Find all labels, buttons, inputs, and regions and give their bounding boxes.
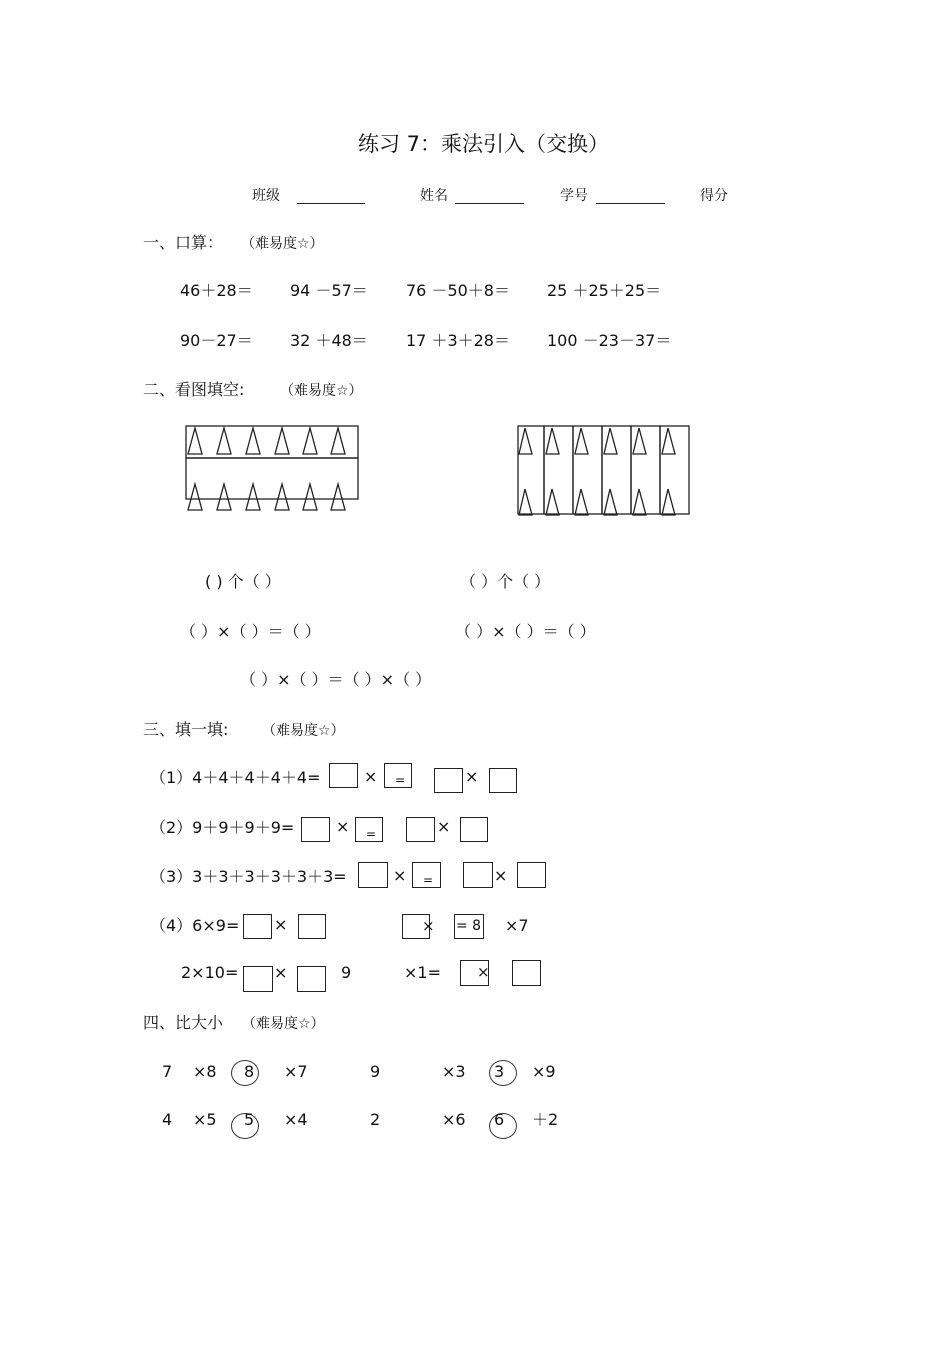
left-fill-1: ( ) 个（ ）	[205, 572, 281, 591]
equals-eight: = 8	[456, 918, 482, 934]
equals-sign: =	[423, 873, 434, 887]
section2-heading: 二、看图填空:	[143, 380, 245, 399]
equals-sign: =	[366, 827, 377, 841]
calc-8: 100 －23－37＝	[547, 331, 672, 350]
fill-box[interactable]	[243, 966, 273, 992]
compare-2-d: ×9	[532, 1062, 556, 1081]
section1-difficulty: （难易度☆）	[241, 236, 324, 252]
times-sign: ×	[274, 963, 288, 982]
calc-5: 90－27＝	[180, 331, 253, 350]
compare-3-c: 5	[244, 1110, 255, 1129]
fill-box[interactable]	[355, 817, 383, 842]
fill-box[interactable]	[454, 914, 484, 939]
times-sign: ×	[477, 963, 490, 981]
calc-4: 25 ＋25＋25＝	[547, 281, 662, 300]
fill-box[interactable]	[298, 914, 326, 939]
compare-2-a: 9	[370, 1062, 381, 1081]
section3-heading: 三、填一填:	[143, 720, 229, 739]
fill-item-3-label: （3）3＋3＋3＋3＋3＋3=	[150, 867, 347, 886]
fill-box[interactable]	[517, 862, 546, 888]
name-blank[interactable]	[455, 203, 524, 204]
section1-heading: 一、口算：	[143, 233, 224, 252]
fill-item-2-label: （2）9＋9＋9＋9=	[150, 818, 295, 837]
compare-1-d: ×7	[284, 1062, 308, 1081]
compare-1-c: 8	[244, 1062, 255, 1081]
times-one: ×1=	[404, 963, 441, 982]
times-sign: ×	[494, 866, 508, 885]
fill-box[interactable]	[329, 763, 358, 788]
calc-7: 17 ＋3＋28＝	[406, 331, 510, 350]
class-blank[interactable]	[297, 203, 365, 204]
nine-value: 9	[341, 963, 352, 982]
fill-box[interactable]	[434, 768, 463, 793]
fill-box[interactable]	[412, 862, 441, 888]
fill-box[interactable]	[384, 763, 412, 788]
compare-2-b: ×3	[442, 1062, 466, 1081]
section4-difficulty: （难易度☆）	[242, 1016, 325, 1032]
fill-box[interactable]	[301, 817, 330, 842]
fill-item-4-label: （4）6×9=	[150, 916, 240, 935]
fill-box[interactable]	[243, 914, 272, 939]
fill-box[interactable]	[460, 817, 488, 842]
times-sign: ×	[336, 817, 350, 836]
number-blank[interactable]	[596, 203, 665, 204]
compare-4-b: ×6	[442, 1110, 466, 1129]
class-label: 班级	[252, 188, 280, 204]
bottom-fill: （ ）×（ ）＝（ ）×（ ）	[240, 670, 432, 689]
calc-2: 94 －57＝	[290, 281, 368, 300]
compare-4-a: 2	[370, 1110, 381, 1129]
fill-item-1-label: （1）4＋4＋4＋4＋4=	[150, 768, 321, 787]
times-sign: ×	[364, 767, 378, 786]
times-sign: ×	[422, 917, 435, 935]
compare-2-c: 3	[494, 1062, 505, 1081]
fill-box[interactable]	[489, 768, 517, 793]
fill-box[interactable]	[512, 960, 541, 986]
section2-difficulty: （难易度☆）	[280, 383, 363, 399]
fill-box[interactable]	[406, 817, 435, 842]
triangle-figure-columns	[515, 422, 695, 522]
fill-item-5-label: 2×10=	[181, 963, 239, 982]
left-fill-2: （ ）×（ ）＝（ ）	[180, 622, 321, 641]
right-fill-2: （ ）×（ ）＝（ ）	[455, 622, 596, 641]
compare-1-b: ×8	[193, 1062, 217, 1081]
number-label: 学号	[560, 188, 588, 204]
compare-3-b: ×5	[193, 1110, 217, 1129]
calc-3: 76 －50＋8＝	[406, 281, 510, 300]
section3-difficulty: （难易度☆）	[262, 723, 345, 739]
name-label: 姓名	[420, 188, 448, 204]
triangle-figure-rows	[183, 422, 383, 517]
calc-1: 46＋28＝	[180, 281, 253, 300]
fill-box[interactable]	[358, 862, 388, 888]
right-fill-1: （ ）个（ ）	[460, 572, 551, 591]
page-title: 练习 7：乘法引入（交换）	[358, 132, 610, 156]
times-sign: ×	[274, 915, 288, 934]
compare-1-a: 7	[162, 1062, 173, 1081]
fill-box[interactable]	[460, 960, 489, 986]
times-sign: ×	[393, 866, 407, 885]
times-sign: ×	[465, 767, 479, 786]
score-label: 得分	[700, 188, 728, 204]
equals-sign: =	[395, 773, 406, 787]
fill-box[interactable]	[297, 966, 326, 992]
compare-3-a: 4	[162, 1110, 173, 1129]
compare-4-d: ＋2	[532, 1110, 559, 1129]
compare-4-c: 6	[494, 1110, 505, 1129]
compare-3-d: ×4	[284, 1110, 308, 1129]
times-seven: ×7	[505, 916, 529, 935]
fill-box[interactable]	[402, 914, 435, 939]
calc-6: 32 ＋48＝	[290, 331, 368, 350]
section4-heading: 四、比大小	[143, 1013, 224, 1032]
fill-box[interactable]	[463, 862, 493, 888]
times-sign: ×	[437, 817, 451, 836]
